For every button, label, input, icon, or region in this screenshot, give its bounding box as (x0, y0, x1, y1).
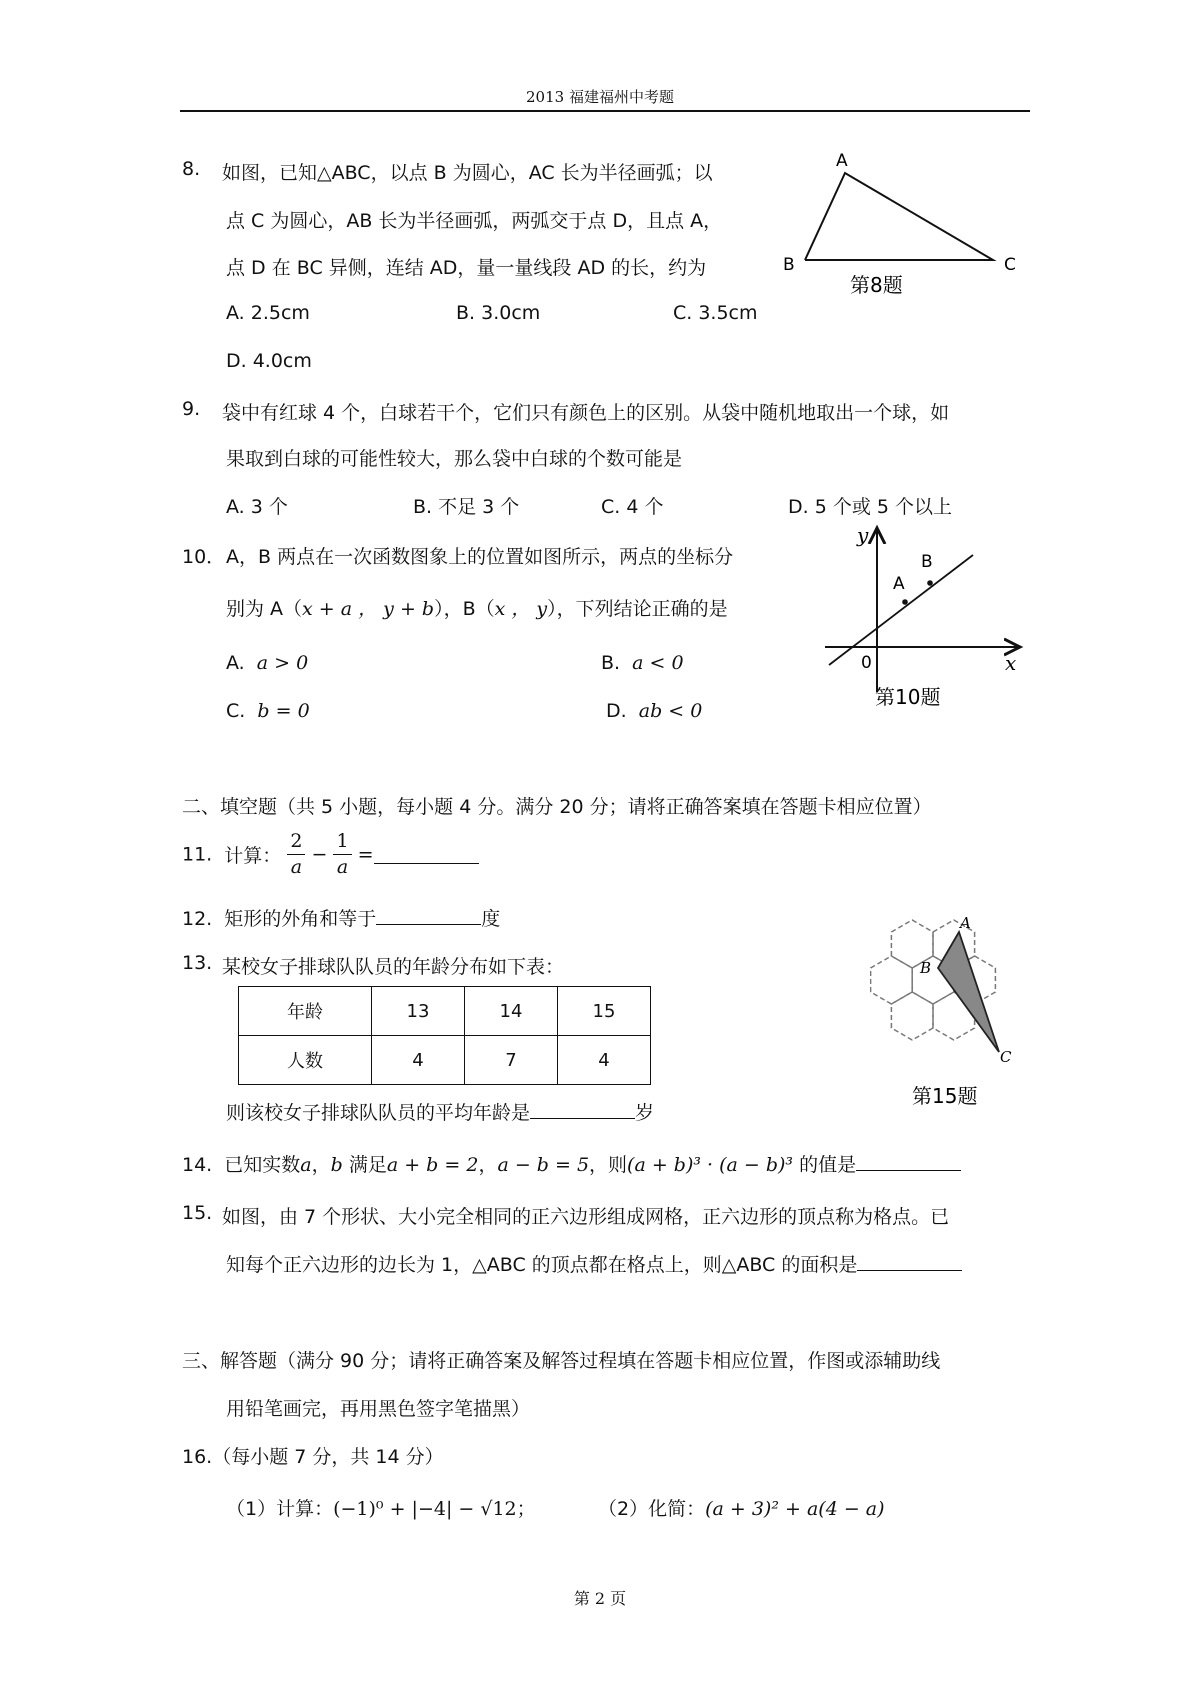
q8-line-3: 点 D 在 BC 异侧，连结 AD，量一量线段 AD 的长，约为 (226, 257, 707, 279)
q8-line-2: 点 C 为圆心，AB 长为半径画弧，两弧交于点 D，且点 A， (226, 210, 723, 232)
q16-heading: 16.（每小题 7 分，共 14 分） (182, 1446, 444, 1468)
q10-line-2-pre: 别为 A（ (226, 598, 303, 620)
q11-number: 11. (182, 843, 213, 866)
table-cell: 年龄 (239, 987, 372, 1036)
q8-vertex-b: B (783, 255, 795, 275)
q8-vertex-c: C (1004, 255, 1016, 275)
q13-text: 某校女子排球队队员的年龄分布如下表： (222, 956, 565, 978)
q9-option-c: C. 4 个 (601, 496, 664, 518)
table-cell: 15 (558, 987, 651, 1036)
q13-age-table (238, 986, 651, 1085)
q12-number: 12. (182, 908, 213, 930)
q9-number: 9. (182, 398, 201, 420)
q8-option-c: C. 3.5cm (673, 302, 758, 324)
q10-option-c: C. b = 0 (226, 700, 310, 722)
q8-option-b: B. 3.0cm (456, 302, 541, 324)
q15-vertex-b: B (920, 959, 932, 977)
q10-option-b: B. a < 0 (601, 652, 684, 674)
q11-fraction-2: $\frac{1}{a}$ (333, 832, 351, 877)
table-cell: 4 (558, 1036, 651, 1085)
q14-number: 14. (182, 1154, 213, 1176)
q15-number: 15. (182, 1202, 213, 1224)
q9-line-1: 袋中有红球 4 个，白球若干个，它们只有颜色上的区别。从袋中随机地取出一个球，如 (222, 402, 950, 424)
table-cell: 4 (372, 1036, 465, 1085)
q8-figure-caption: 第8题 (850, 273, 903, 297)
q10-label-b: B (921, 552, 933, 572)
q15-hexagon-figure (870, 915, 1045, 1115)
q8-line-1: 如图，已知△ABC，以点 B 为圆心，AC 长为半径画弧；以 (222, 162, 713, 184)
q10-line-2 (226, 594, 728, 621)
q10-point-b (927, 580, 933, 586)
q10-coord-b: x ， y (494, 598, 548, 620)
table-row (239, 987, 651, 1036)
q15-line-2: 知每个正六边形的边长为 1，△ABC 的顶点都在格点上，则△ABC 的面积是 (226, 1250, 962, 1277)
q10-line-2-mid: ），B（ (434, 598, 495, 620)
q8-triangle-figure (780, 146, 1030, 306)
q15-answer-blank (857, 1252, 962, 1271)
table-row (239, 1036, 651, 1085)
q16-part-2: （2）化简：(a + 3)² + a(4 − a) (598, 1498, 885, 1520)
q15-vertex-a: A (960, 915, 971, 932)
q14-answer-blank (856, 1152, 961, 1171)
q15-triangle-abc (938, 932, 999, 1052)
q10-figure-caption: 第10题 (875, 685, 941, 709)
q8-triangle (805, 173, 993, 260)
q11-fraction-1: $\frac{2}{a}$ (287, 832, 305, 877)
q10-option-a: A. a > 0 (226, 652, 309, 674)
q10-option-d: D. ab < 0 (606, 700, 703, 722)
q8-vertex-a: A (836, 151, 848, 171)
q8-option-d: D. 4.0cm (226, 350, 312, 372)
q12 (182, 904, 500, 931)
q10-line-2-post: ），下列结论正确的是 (547, 598, 728, 620)
q9-option-d: D. 5 个或 5 个以上 (788, 496, 953, 518)
q10-line-1: A，B 两点在一次函数图象上的位置如图所示，两点的坐标分 (226, 546, 734, 568)
q8-number: 8. (182, 158, 201, 180)
page-number: 第 2 页 (573, 1589, 627, 1608)
q15-hexagon (871, 956, 913, 1004)
q11 (182, 832, 479, 877)
q11-equals: = (357, 843, 374, 866)
section-3-line-2: 用铅笔画完，再用黑色签字笔描黑） (226, 1398, 531, 1420)
q14: 14. 已知实数a，b 满足a + b = 2，a − b = 5，则(a + b)³ · (a − b)³ 的值是 (182, 1150, 961, 1177)
q13-answer-blank (530, 1100, 635, 1119)
q10-label-a: A (893, 574, 905, 594)
q15-figure-caption: 第15题 (912, 1084, 978, 1108)
q15-line-1: 如图，由 7 个形状、大小完全相同的正六边形组成网格，正六边形的顶点称为格点。已 (222, 1206, 950, 1228)
q11-answer-blank (374, 845, 479, 864)
q12-answer-blank (376, 906, 481, 925)
q10-function-graph-figure (815, 522, 1030, 712)
q9-line-2: 果取到白球的可能性较大，那么袋中白球的个数可能是 (226, 448, 683, 470)
q13-question: 则该校女子排球队队员的平均年龄是 岁 (226, 1102, 655, 1124)
q10-label-x: x (1005, 651, 1017, 675)
q16-part-1: （1）计算：(−1)⁰ + |−4| − √12； (226, 1498, 536, 1520)
table-cell: 7 (465, 1036, 558, 1085)
q10-coord-a: x + a ， y + b (302, 598, 435, 620)
table-cell: 人数 (239, 1036, 372, 1085)
page-header-title: 2013 福建福州中考题 (526, 88, 674, 106)
q15-vertex-c: C (1000, 1048, 1012, 1066)
q12-text: 矩形的外角和等于 (224, 908, 377, 930)
table-cell: 14 (465, 987, 558, 1036)
q10-label-origin: 0 (861, 653, 872, 673)
q12-unit: 度 (481, 908, 501, 930)
table-cell: 13 (372, 987, 465, 1036)
q13-number: 13. (182, 952, 213, 974)
q10-point-a (902, 599, 908, 605)
q10-function-line (829, 555, 973, 665)
q11-label: 计算： (224, 845, 282, 867)
q8-option-a: A. 2.5cm (226, 302, 310, 324)
section-2-title: 二、填空题（共 5 小题，每小题 4 分。满分 20 分；请将正确答案填在答题卡相应位置） (182, 796, 932, 818)
q16-part-1-expr: (−1)⁰ + |−4| − √12 (333, 1498, 517, 1520)
q16-part-2-expr: (a + 3)² + a(4 − a) (705, 1498, 885, 1520)
q10-number: 10． (182, 546, 226, 568)
q10-label-y: y (857, 523, 869, 547)
q9-option-b: B. 不足 3 个 (413, 496, 520, 518)
q11-minus: − (311, 843, 328, 866)
q9-option-a: A. 3 个 (226, 496, 288, 518)
q15-hexagon (891, 992, 933, 1040)
section-3-line-1: 三、解答题（满分 90 分；请将正确答案及解答过程填在答题卡相应位置，作图或添辅助线 (182, 1350, 941, 1372)
header-rule (180, 110, 1030, 112)
